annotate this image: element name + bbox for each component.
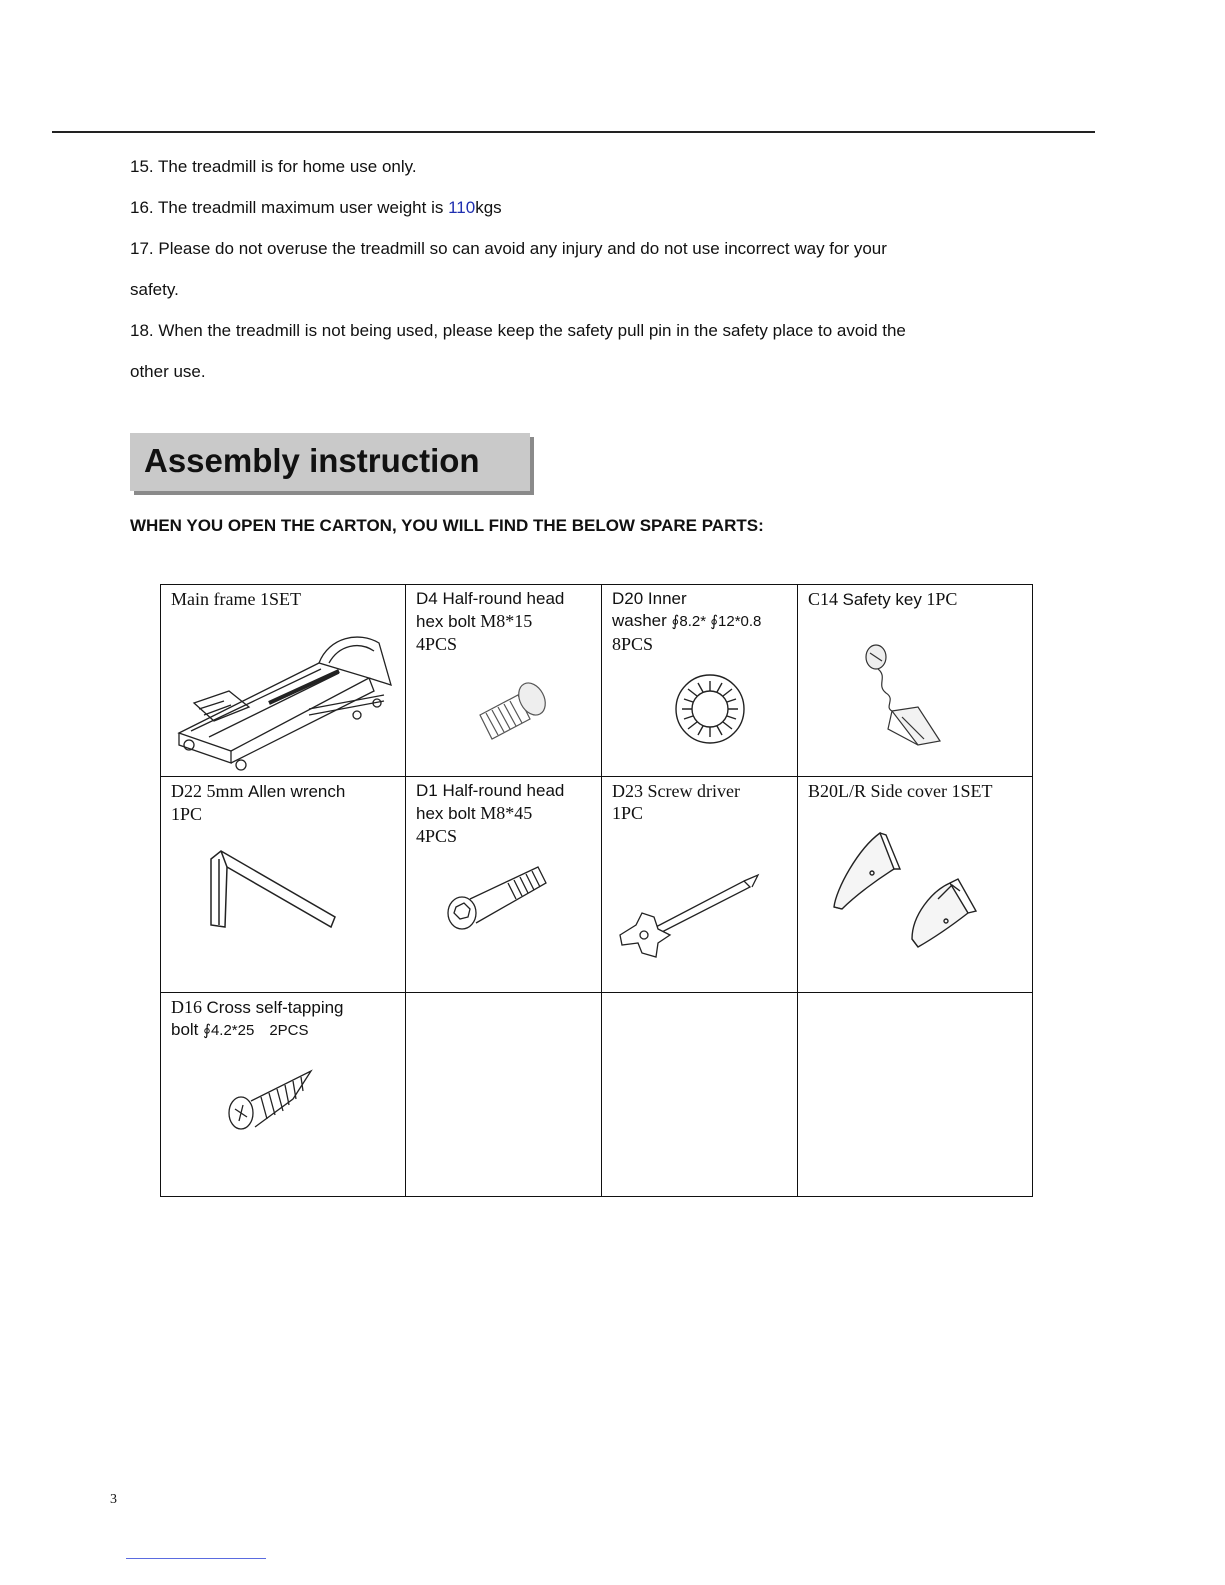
side-cover-icon	[828, 829, 978, 959]
part-label: D1 Half-round head hex bolt M8*45 4PCS	[416, 781, 565, 846]
section-banner	[130, 433, 530, 491]
safety-note-17-cont: safety.	[130, 280, 179, 299]
empty-cell	[798, 993, 1033, 1197]
part-label: D20 Inner washer ∮8.2* ∮12*0.8 8PCS	[612, 589, 762, 654]
safety-note-15: 15. The treadmill is for home use only.	[130, 157, 417, 176]
safety-note-17: 17. Please do not overuse the treadmill so can avoid any injury and do not use incorrect way for your	[130, 239, 887, 258]
part-cell-b20	[798, 777, 1033, 993]
self-tapping-bolt-icon	[223, 1065, 323, 1145]
part-label: C14 Safety key 1PC	[808, 589, 958, 609]
part-cell-d20	[602, 585, 798, 777]
part-label: Main frame 1SET	[171, 589, 301, 609]
part-cell-main-frame	[161, 585, 406, 777]
part-cell-d4	[406, 585, 602, 777]
empty-cell	[602, 993, 798, 1197]
allen-wrench-icon	[205, 847, 345, 947]
parts-heading: WHEN YOU OPEN THE CARTON, YOU WILL FIND THE BELOW SPARE PARTS:	[130, 516, 764, 535]
safety-notes-list	[130, 146, 1007, 392]
washer-icon	[670, 669, 750, 749]
safety-note-18-cont: other use.	[130, 362, 206, 381]
part-label: B20L/R Side cover 1SET	[808, 781, 993, 801]
screwdriver-icon	[612, 873, 762, 963]
max-weight-value: 110	[448, 198, 476, 217]
footnote-rule	[126, 1558, 266, 1559]
part-label: D23 Screw driver 1PC	[612, 781, 740, 823]
part-label: D16 Cross self-tapping bolt ∮4.2*25 2PCS	[171, 997, 344, 1039]
part-label: D22 5mm Allen wrench 1PC	[171, 781, 346, 824]
safety-key-icon	[858, 637, 948, 752]
part-cell-d23	[602, 777, 798, 993]
part-cell-c14	[798, 585, 1033, 777]
safety-note-16: 16. The treadmill maximum user weight is 110kgs	[130, 198, 502, 217]
part-label: D4 Half-round head hex bolt M8*15 4PCS	[416, 589, 565, 654]
treadmill-frame-icon	[169, 623, 397, 773]
part-cell-d16	[161, 993, 406, 1197]
safety-note-18: 18. When the treadmill is not being used, please keep the safety pull pin in the safety place to avoid the	[130, 321, 906, 340]
page-number: 3	[110, 1492, 117, 1507]
part-cell-d22	[161, 777, 406, 993]
hex-bolt-short-icon	[474, 675, 554, 745]
section-title: Assembly instruction	[144, 442, 480, 479]
header-rule	[52, 131, 1095, 133]
hex-bolt-long-icon	[442, 857, 552, 937]
empty-cell	[406, 993, 602, 1197]
spare-parts-table	[160, 584, 1033, 1197]
part-cell-d1	[406, 777, 602, 993]
